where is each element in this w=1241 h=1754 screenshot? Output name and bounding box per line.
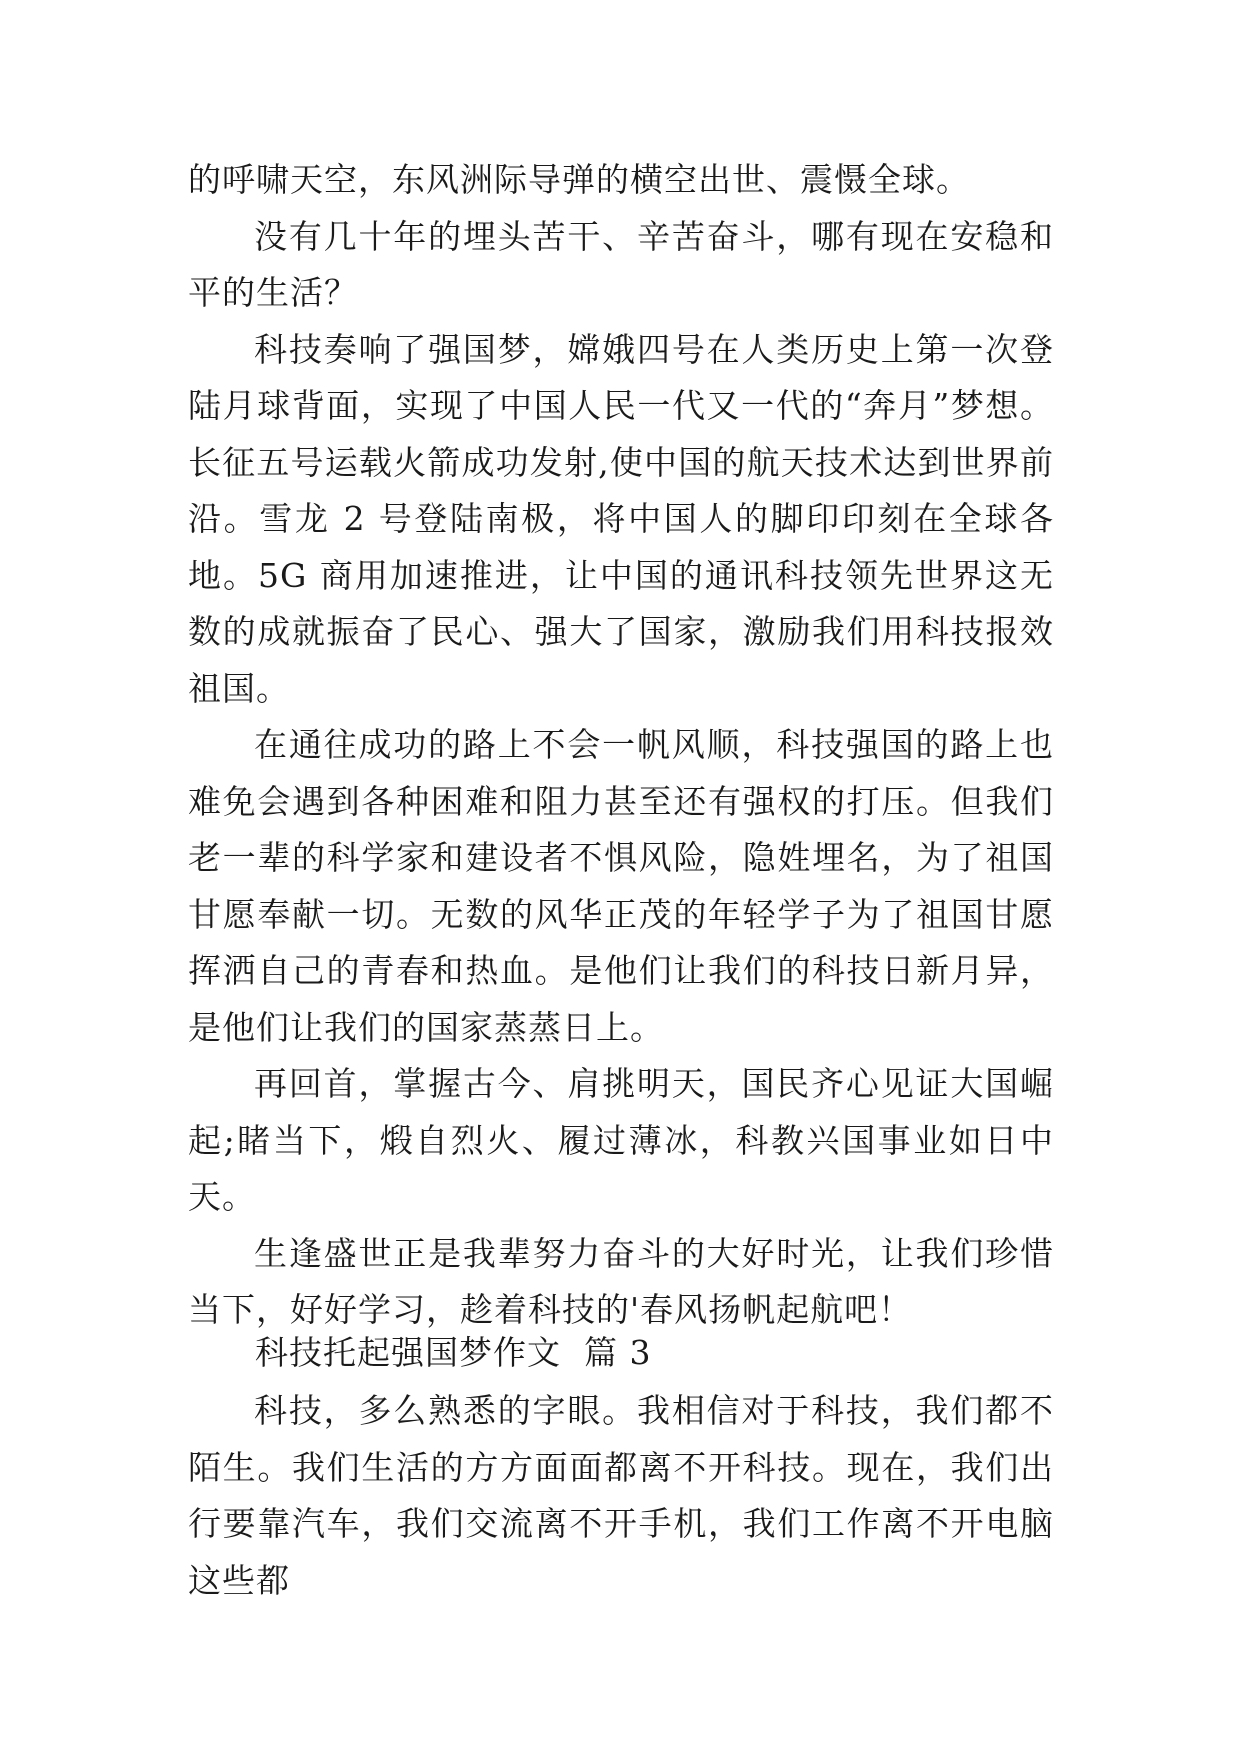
paragraph: 在通往成功的路上不会一帆风顺，科技强国的路上也难免会遇到各种困难和阻力甚至还有强权的打压。但我们老一辈的科学家和建设者不惧风险，隐姓埋名，为了祖国甘愿奉献一切。无数的风华正茂的年轻学子为了祖国甘愿挥洒自己的青春和热血。是他们让我们的科技日新月异，是他们让我们的国家蒸蒸日上。 xyxy=(188,725,1054,1047)
paragraph: 科技奏响了强国梦，嫦娥四号在人类历史上第一次登陆月球背面，实现了中国人民一代又一代的“奔月”梦想。长征五号运载火箭成功发射,使中国的航天技术达到世界前沿。雪龙 2 号登陆南极，将中国人的脚印印刻在全球各地。5G 商用加速推进，让中国的通讯科技领先世界这无数的成就振奋了民心、强大了国家，激励我们用科技报效祖国。 xyxy=(188,329,1054,708)
paragraph: 科技，多么熟悉的字眼。我相信对于科技，我们都不陌生。我们生活的方方面面都离不开科技。现在，我们出行要靠汽车，我们交流离不开手机，我们工作离不开电脑这些都 xyxy=(188,1391,1054,1600)
document-body-section-3 xyxy=(188,1383,1054,1609)
document-body-top xyxy=(188,152,1054,1339)
paragraph: 没有几十年的埋头苦干、辛苦奋斗，哪有现在安稳和平的生活？ xyxy=(188,216,1054,312)
paragraph-continuation: 的呼啸天空，东风洲际导弹的横空出世、震慑全球。 xyxy=(188,160,970,199)
paragraph: 生逢盛世正是我辈努力奋斗的大好时光，让我们珍惜当下，好好学习，趁着科技的'春风扬帆起航吧！ xyxy=(188,1233,1054,1329)
section-heading: 科技托起强国梦作文 篇 3 xyxy=(255,1333,652,1372)
paragraph: 再回首，掌握古今、肩挑明天，国民齐心见证大国崛起;睹当下，煅自烈火、履过薄冰，科教兴国事业如日中天。 xyxy=(188,1064,1054,1216)
